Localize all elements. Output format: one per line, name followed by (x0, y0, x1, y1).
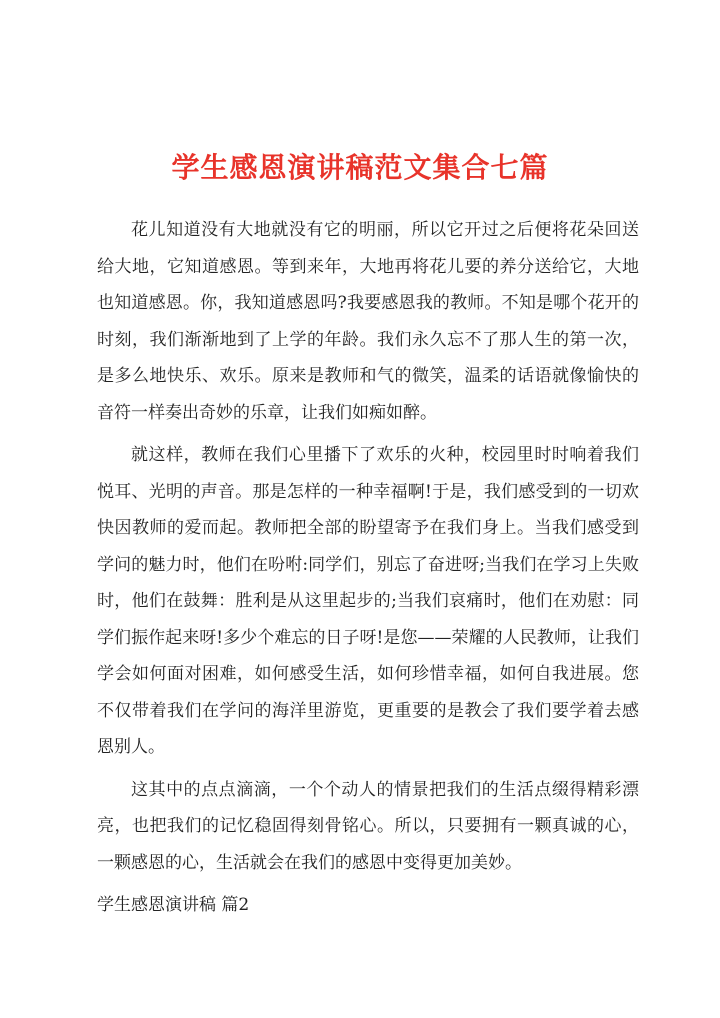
section-subheading: 学生感恩演讲稿 篇2 (97, 895, 250, 915)
paragraph-1: 花儿知道没有大地就没有它的明丽，所以它开过之后便将花朵回送给大地，它知道感恩。等到来年，大地再将花儿要的养分送给它，大地也知道感恩。你，我知道感恩吗?我要感恩我的教师。不知是哪个花开的时刻，我们渐渐地到了上学的年龄。我们永久忘不了那人生的第一次，是多么地快乐、欢乐。原来是教师和气的微笑，温柔的话语就像愉快的音符一样奏出奇妙的乐章，让我们如痴如醉。 (97, 220, 639, 423)
paragraph-3: 这其中的点点滴滴，一个个动人的情景把我们的生活点缀得精彩漂亮，也把我们的记忆稳固得刻骨铭心。所以，只要拥有一颗真诚的心，一颗感恩的心，生活就会在我们的感恩中变得更加美妙。 (97, 779, 639, 873)
article-body (97, 212, 639, 924)
paragraph-2: 就这样，教师在我们心里播下了欢乐的火种，校园里时时响着我们悦耳、光明的声音。那是怎样的一种幸福啊!于是，我们感受到的一切欢快因教师的爱而起。教师把全部的盼望寄予在我们身上。当我们感受到学问的魅力时，他们在吩咐:同学们，别忘了奋进呀;当我们在学习上失败时，他们在鼓舞：胜利是从这里起步的;当我们哀痛时，他们在劝慰：同学们振作起来呀!多少个难忘的日子呀!是您——荣耀的人民教师，让我们学会如何面对困难，如何感受生活，如何珍惜幸福，如何自我进展。您不仅带着我们在学问的海洋里游览，更重要的是教会了我们要学着去感恩别人。 (97, 445, 639, 757)
page-title: 学生感恩演讲稿范文集合七篇 (171, 151, 549, 184)
